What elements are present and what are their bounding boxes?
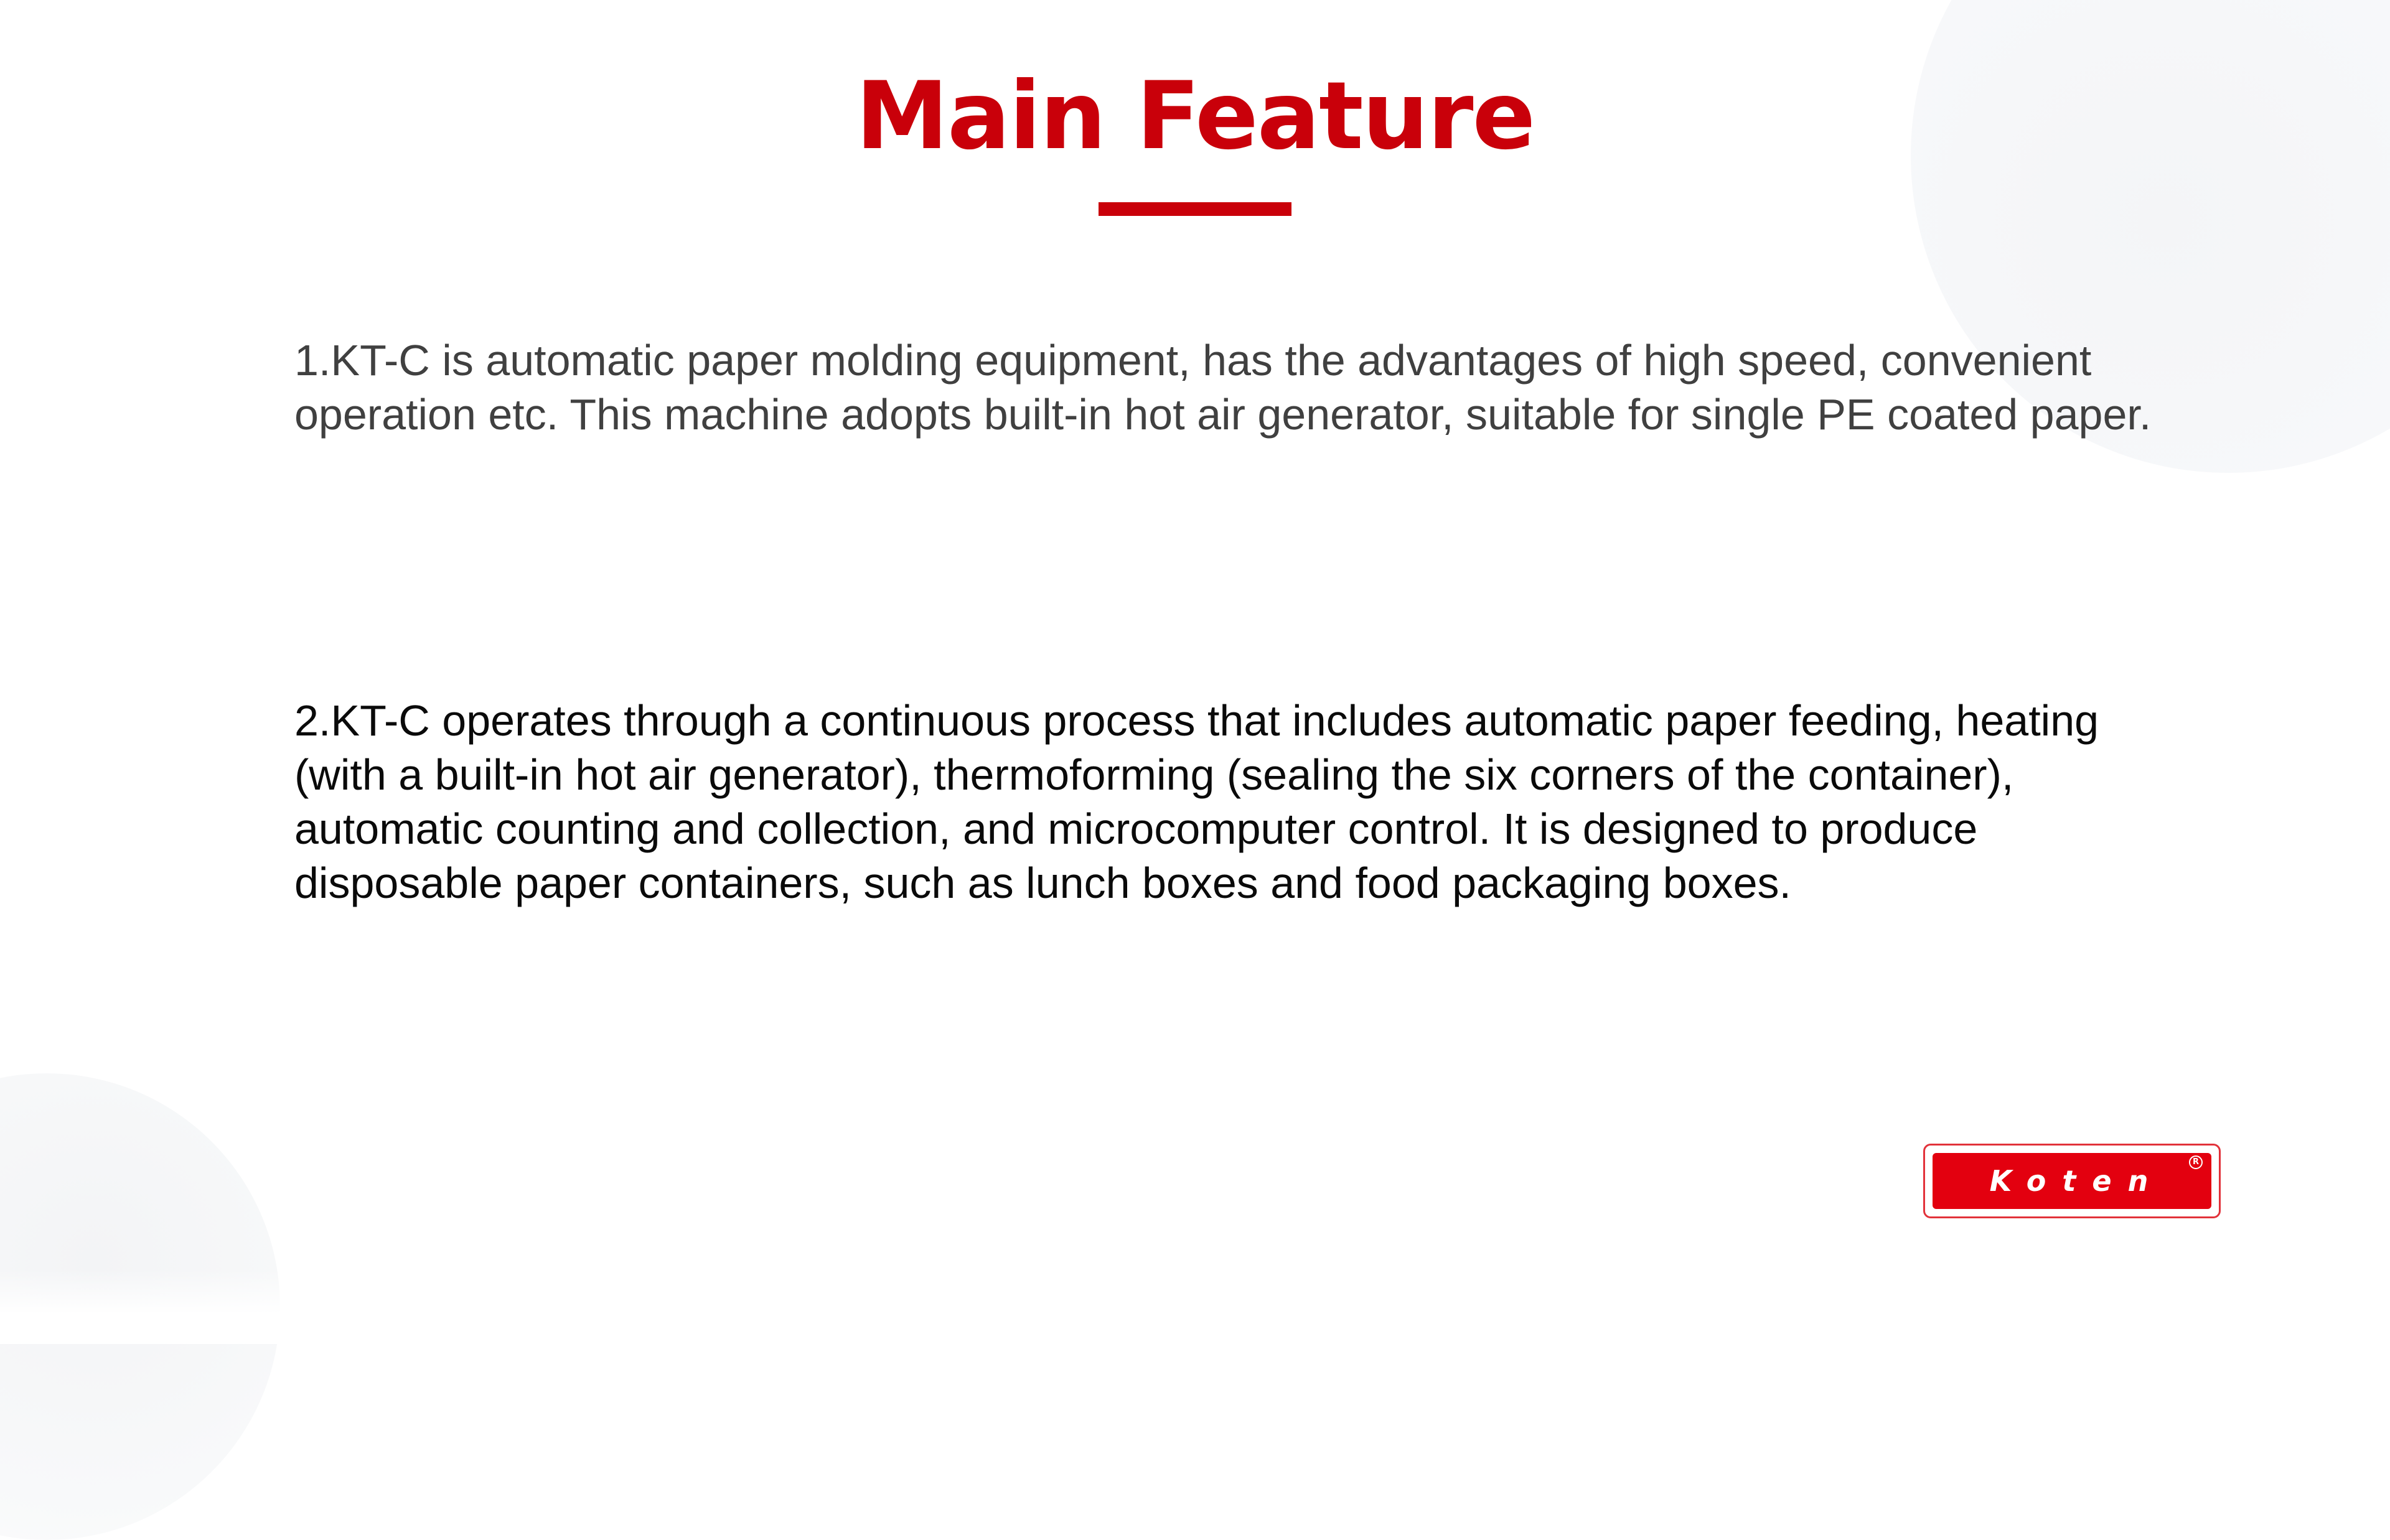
feature-paragraph-2: 2.KT-C operates through a continuous process that includes automatic paper feeding, heating (with a built-in hot air generator), thermoforming (sealing the six corners of the container), automatic counting and collection, and microcomputer control. It is designed to produce disposable paper containers, such as lunch boxes and food packaging boxes.: [294, 696, 2099, 907]
koten-logo: [1923, 1144, 2221, 1218]
logo-badge: [1933, 1153, 2211, 1209]
feature-paragraph-1: 1.KT-C is automatic paper molding equipment, has the advantages of high speed, convenient operation etc. This machine adopts built-in hot air generator, suitable for single PE coated paper.: [294, 336, 2152, 439]
decorative-fade: [0, 1269, 373, 1344]
title-underline: [1099, 202, 1291, 216]
logo-text: Koten: [1989, 1164, 2165, 1198]
slide-title: Main Feature: [855, 62, 1535, 170]
registered-mark-icon: R: [2189, 1155, 2203, 1169]
